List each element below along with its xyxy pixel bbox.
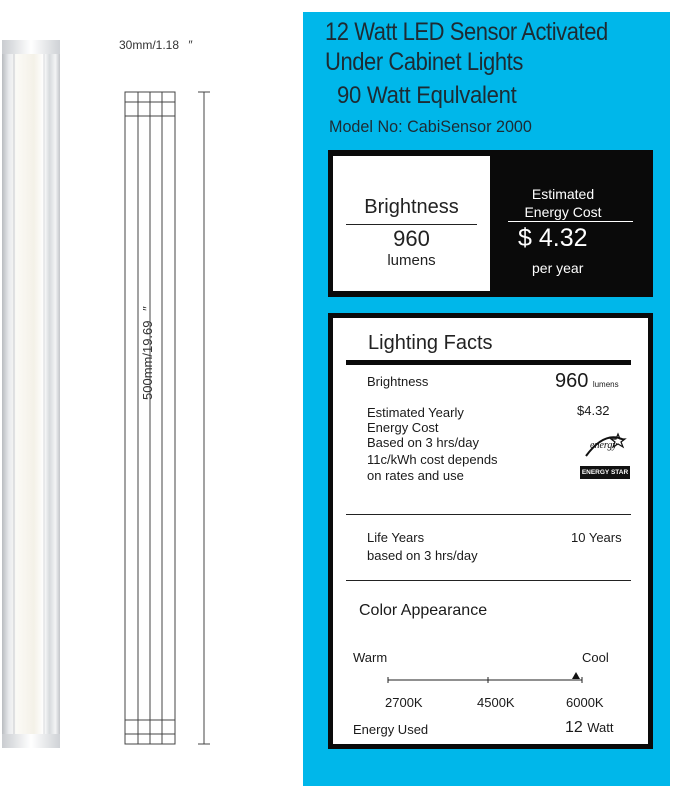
scale-tick-2700: 2700K [385,695,423,710]
facts-title-rule [346,360,631,365]
cost-value: $ 4.32 [518,224,588,252]
facts-brightness-unit: lumens [592,380,619,389]
energy-used-value [565,719,614,737]
energy-used-unit: Watt [587,720,614,735]
warm-label: Warm [353,650,388,665]
energy-used-label: Energy Used [353,722,429,737]
scale-tick-4500: 4500K [477,695,515,710]
color-scale [385,670,587,688]
model-number: Model No: CabiSensor 2000 [329,117,532,136]
title-line-2: Under Cabinet Lights [325,48,523,76]
color-title: Color Appearance [359,602,488,619]
life-label: Life Years [367,530,425,545]
life-value: 10 Years [571,530,622,545]
width-inch-mark: ″ [188,38,193,52]
length-dimension [140,306,155,400]
facts-brightness-number: 960 [555,370,589,392]
energy-used-number: 12 [565,719,583,736]
length-inch-mark: ″ [140,306,155,311]
energy-star-logo [580,426,630,482]
facts-brightness-label: Brightness [367,374,429,389]
info-panel [303,12,670,786]
energy-star-label: ENERGY STAR [580,466,630,479]
cost-desc-3: Based on 3 hrs/day [367,435,480,450]
cost-period: per year [532,260,584,276]
scale-tick-6000: 6000K [566,695,604,710]
brightness-box [333,156,490,291]
brightness-unit: lumens [387,252,436,269]
cost-rule [508,221,633,222]
brightness-label: Brightness [364,196,459,218]
width-dimension [119,38,193,52]
color-scale-marker [572,672,580,679]
brightness-value: 960 [393,226,430,251]
cost-label-1: Estimated [531,186,595,202]
brightness-rule [346,224,477,225]
bar-outline-drawing [120,88,212,748]
cost-desc-4: 11c/kWh cost depends [367,452,498,467]
cool-label: Cool [582,650,609,665]
facts-divider-2 [346,580,631,581]
width-label: 30mm/1.18 [119,38,180,52]
facts-cost-value: $4.32 [577,403,610,418]
energy-star-script: energy [590,440,617,451]
cost-label-2: Energy Cost [524,204,602,220]
facts-brightness-value [555,370,619,393]
facts-title: Lighting Facts [368,332,493,354]
led-bar-image [0,40,62,748]
title-line-1: 12 Watt LED Sensor Activated [325,18,608,46]
cost-desc-5: on rates and use [367,468,464,483]
cost-desc-1: Estimated Yearly [367,405,464,420]
facts-box [333,318,648,744]
life-sub: based on 3 hrs/day [367,548,478,563]
facts-divider-1 [346,514,631,515]
title-line-3: 90 Watt Equlvalent [337,82,517,109]
cost-desc-2: Energy Cost [367,420,439,435]
length-label: 500mm/19.69 [140,320,155,400]
